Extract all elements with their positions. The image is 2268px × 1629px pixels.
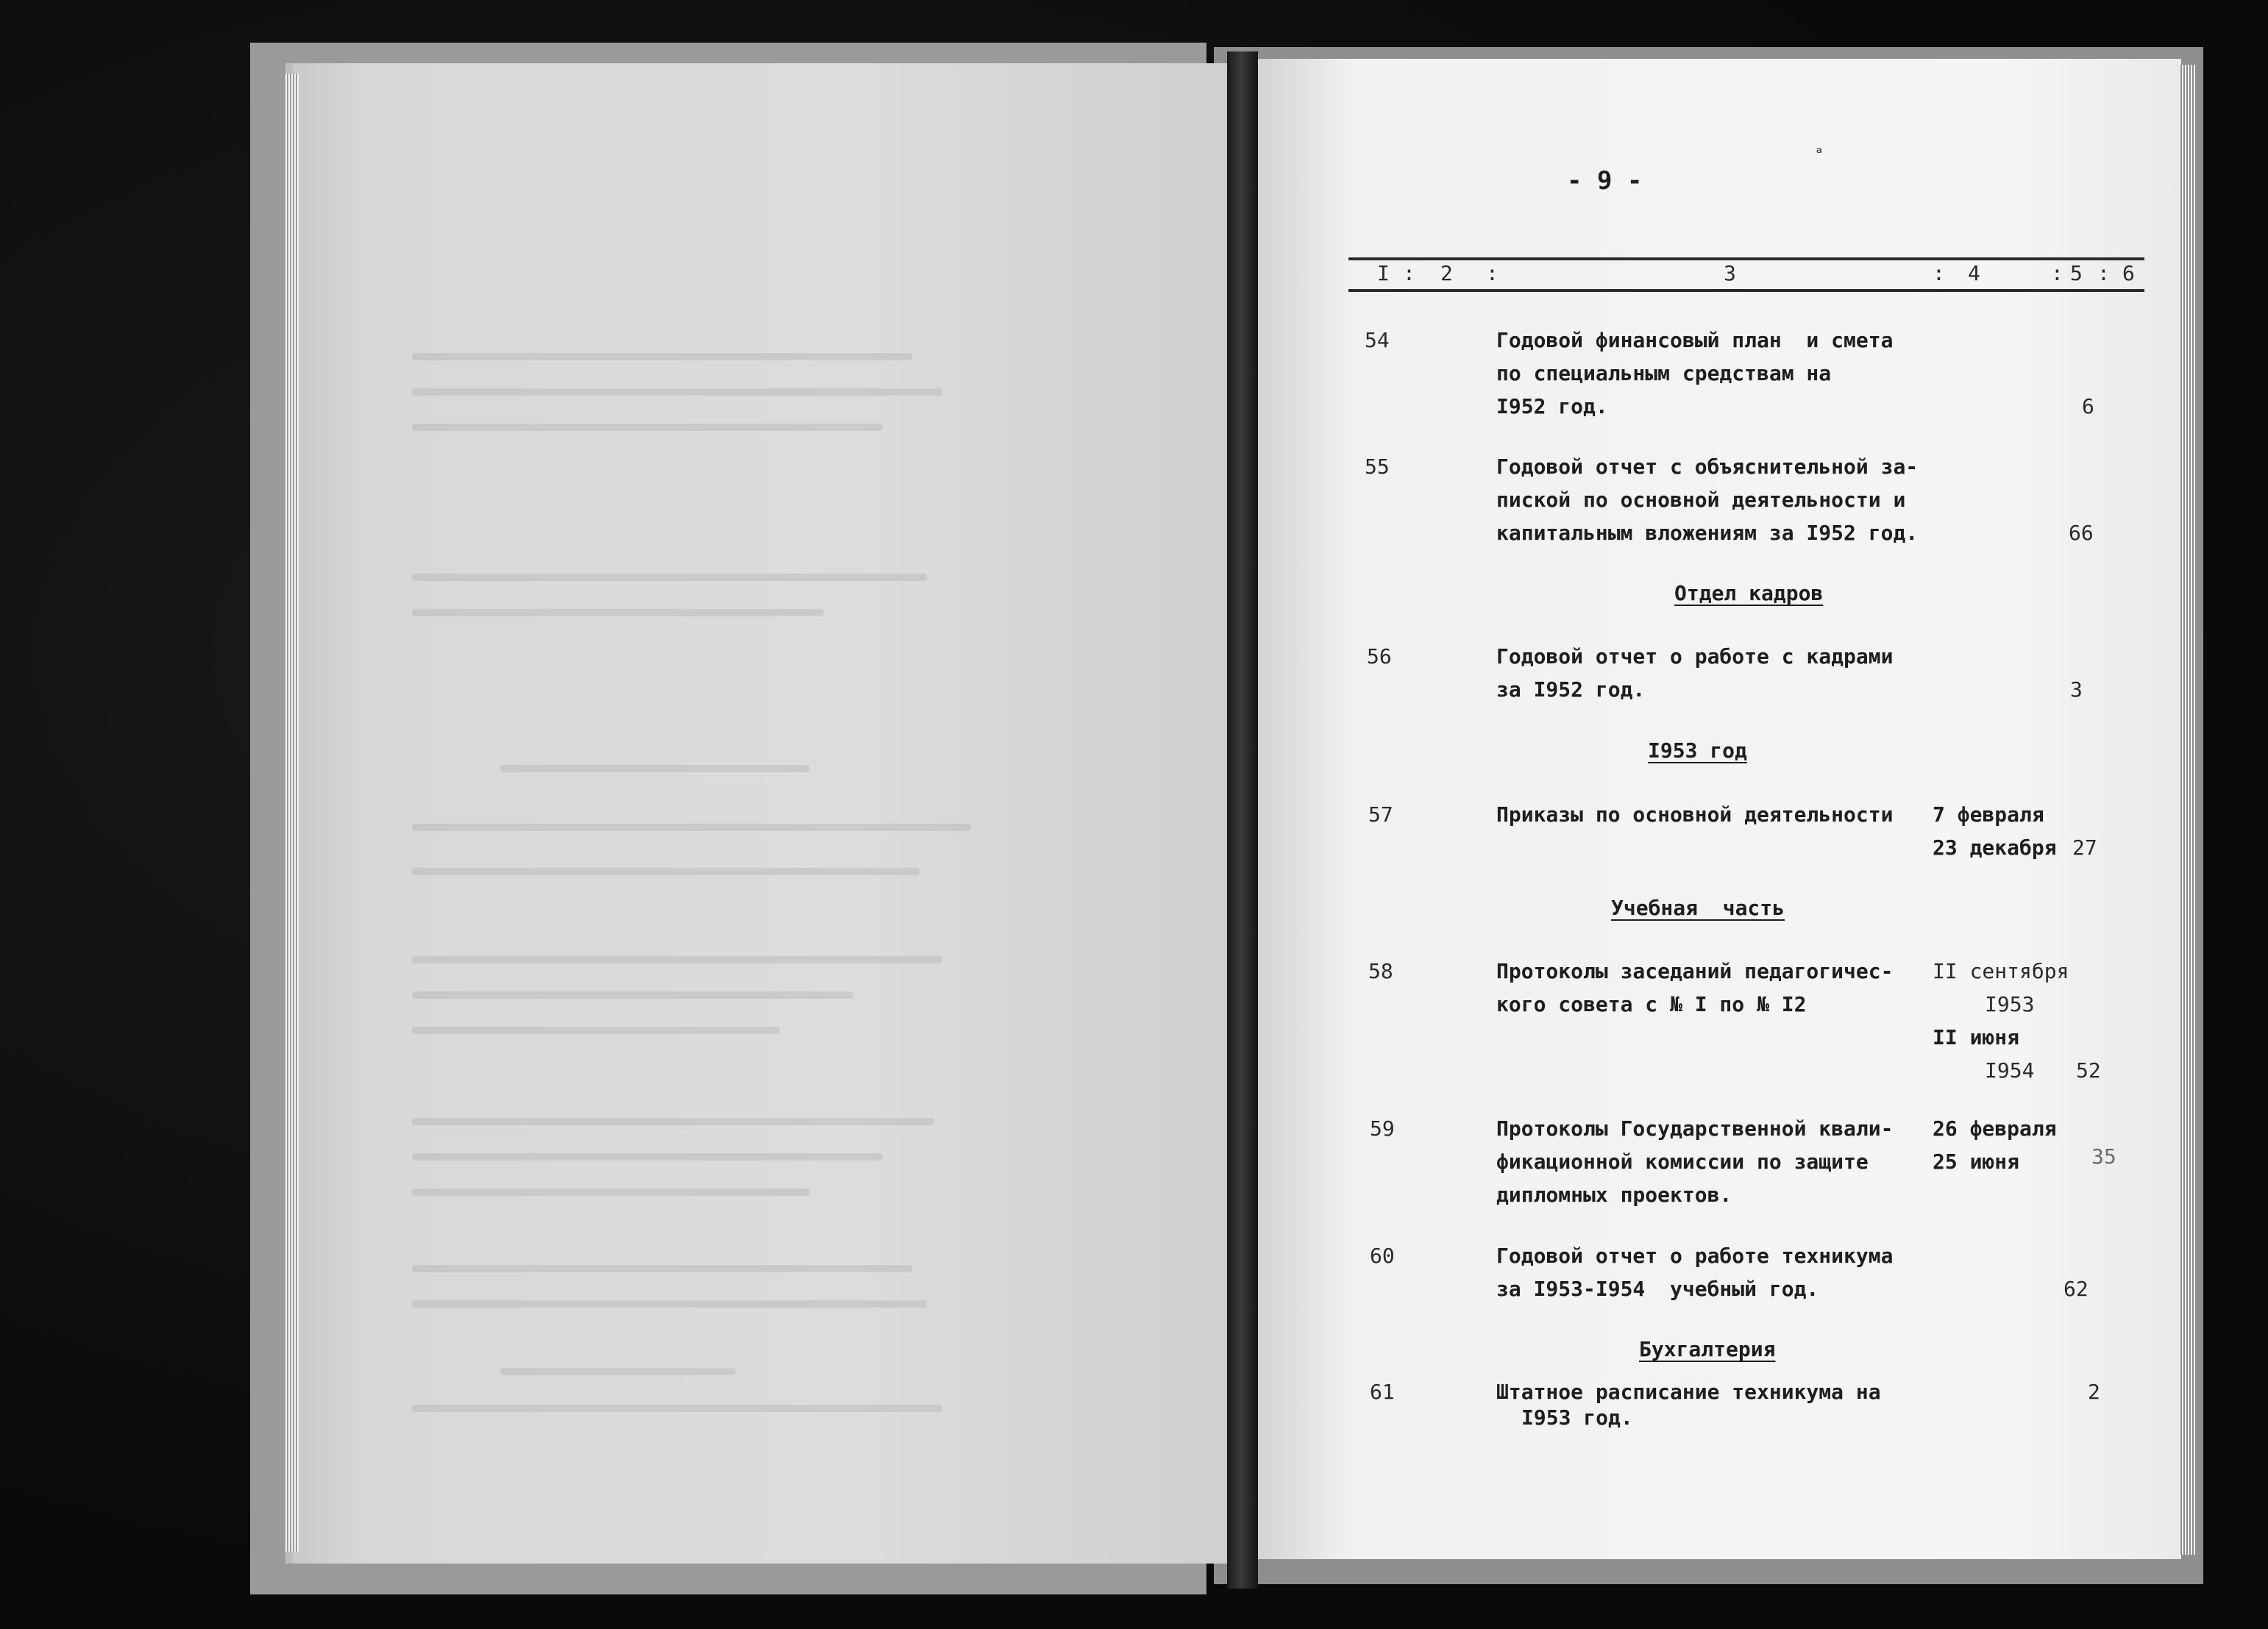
entry-title-line: Годовой отчет о работе техникума (1496, 1244, 1894, 1268)
entry-title-line: пиской по основной деятельности и (1496, 488, 1906, 512)
section-heading-uchebnaya: Учебная часть (1611, 896, 1785, 920)
section-heading-buhgalteriya: Бухгалтерия (1639, 1337, 1776, 1361)
entry-pages: 27 (2072, 835, 2097, 860)
entry-pages: 52 (2076, 1058, 2101, 1083)
left-page-edges (285, 74, 299, 1552)
column-number-6: 6 (2122, 261, 2135, 285)
column-separator: : (2097, 261, 2110, 285)
entry-date-end: 23 декабря (1933, 835, 2057, 860)
page-number: - 9 - (1567, 166, 1643, 196)
entry-number: 61 (1370, 1380, 1395, 1404)
entry-title-line: Годовой отчет с объяснительной за- (1496, 455, 1919, 479)
entry-date-start: 7 февраля (1933, 802, 2044, 827)
entry-number: 55 (1365, 455, 1390, 479)
entry-title-line: капитальным вложениям за I952 год. (1496, 521, 1919, 545)
entry-number: 57 (1368, 802, 1393, 827)
column-number-3: 3 (1724, 261, 1736, 285)
entry-number: 56 (1367, 644, 1392, 669)
entry-title-line: Штатное расписание техникума на (1496, 1380, 1881, 1404)
entry-number: 54 (1365, 328, 1390, 352)
entry-date-end: II июня (1933, 1025, 2020, 1049)
column-header-rule-top (1348, 257, 2144, 260)
entry-pages: 35 (2091, 1144, 2116, 1169)
entry-number: 59 (1370, 1116, 1395, 1141)
column-number-5: 5 (2070, 261, 2083, 285)
entry-title-line: I952 год. (1496, 394, 1608, 418)
entry-pages: 6 (2082, 394, 2094, 418)
right-page-edges (2179, 65, 2195, 1555)
entry-number: 58 (1368, 959, 1393, 983)
entry-title-line: дипломных проектов. (1496, 1183, 1732, 1207)
column-separator: : (1403, 261, 1415, 285)
entry-title-line: Годовой финансовый план и смета (1496, 328, 1894, 352)
entry-title-line: за I952 год. (1496, 677, 1646, 702)
column-number-1: I (1377, 261, 1390, 285)
section-heading-year: I953 год (1648, 738, 1747, 763)
entry-pages: 2 (2088, 1380, 2100, 1404)
entry-title-line: фикационной комиссии по защите (1496, 1149, 1869, 1174)
entry-title-line: Протоколы Государственной квали- (1496, 1116, 1894, 1141)
entry-title-line: I953 год. (1521, 1405, 1633, 1430)
entry-date-end: 25 июня (1933, 1149, 2020, 1174)
entry-date-start: II сентября (1933, 959, 2069, 983)
entry-title-line: Протоколы заседаний педагогичес- (1496, 959, 1894, 983)
entry-title-line: Приказы по основной деятельности (1496, 802, 1894, 827)
entry-pages: 3 (2070, 677, 2083, 702)
entry-number: 60 (1370, 1244, 1395, 1268)
entry-date-start-year: I953 (1985, 992, 2035, 1016)
column-header-rule-bottom (1348, 289, 2144, 292)
entry-title-line: по специальным средствам на (1496, 361, 1832, 385)
entry-pages: 66 (2069, 521, 2094, 545)
column-number-2: 2 (1440, 261, 1453, 285)
column-number-4: 4 (1968, 261, 1980, 285)
column-separator: : (1933, 261, 1945, 285)
column-separator: : (2051, 261, 2063, 285)
entry-title-line: кого совета с № I по № I2 (1496, 992, 1807, 1016)
bleed-through-text (412, 353, 1015, 1441)
entry-title-line: Годовой отчет о работе с кадрами (1496, 644, 1894, 669)
entry-pages: 62 (2063, 1277, 2089, 1301)
entry-date-end-year: I954 (1985, 1058, 2035, 1083)
column-separator: : (1486, 261, 1499, 285)
entry-date-start: 26 февраля (1933, 1116, 2057, 1141)
entry-title-line: за I953-I954 учебный год. (1496, 1277, 1819, 1301)
book-gutter (1227, 51, 1258, 1589)
section-heading-kadry: Отдел кадров (1674, 581, 1824, 605)
corner-mark: ᵃ (1814, 144, 1824, 163)
